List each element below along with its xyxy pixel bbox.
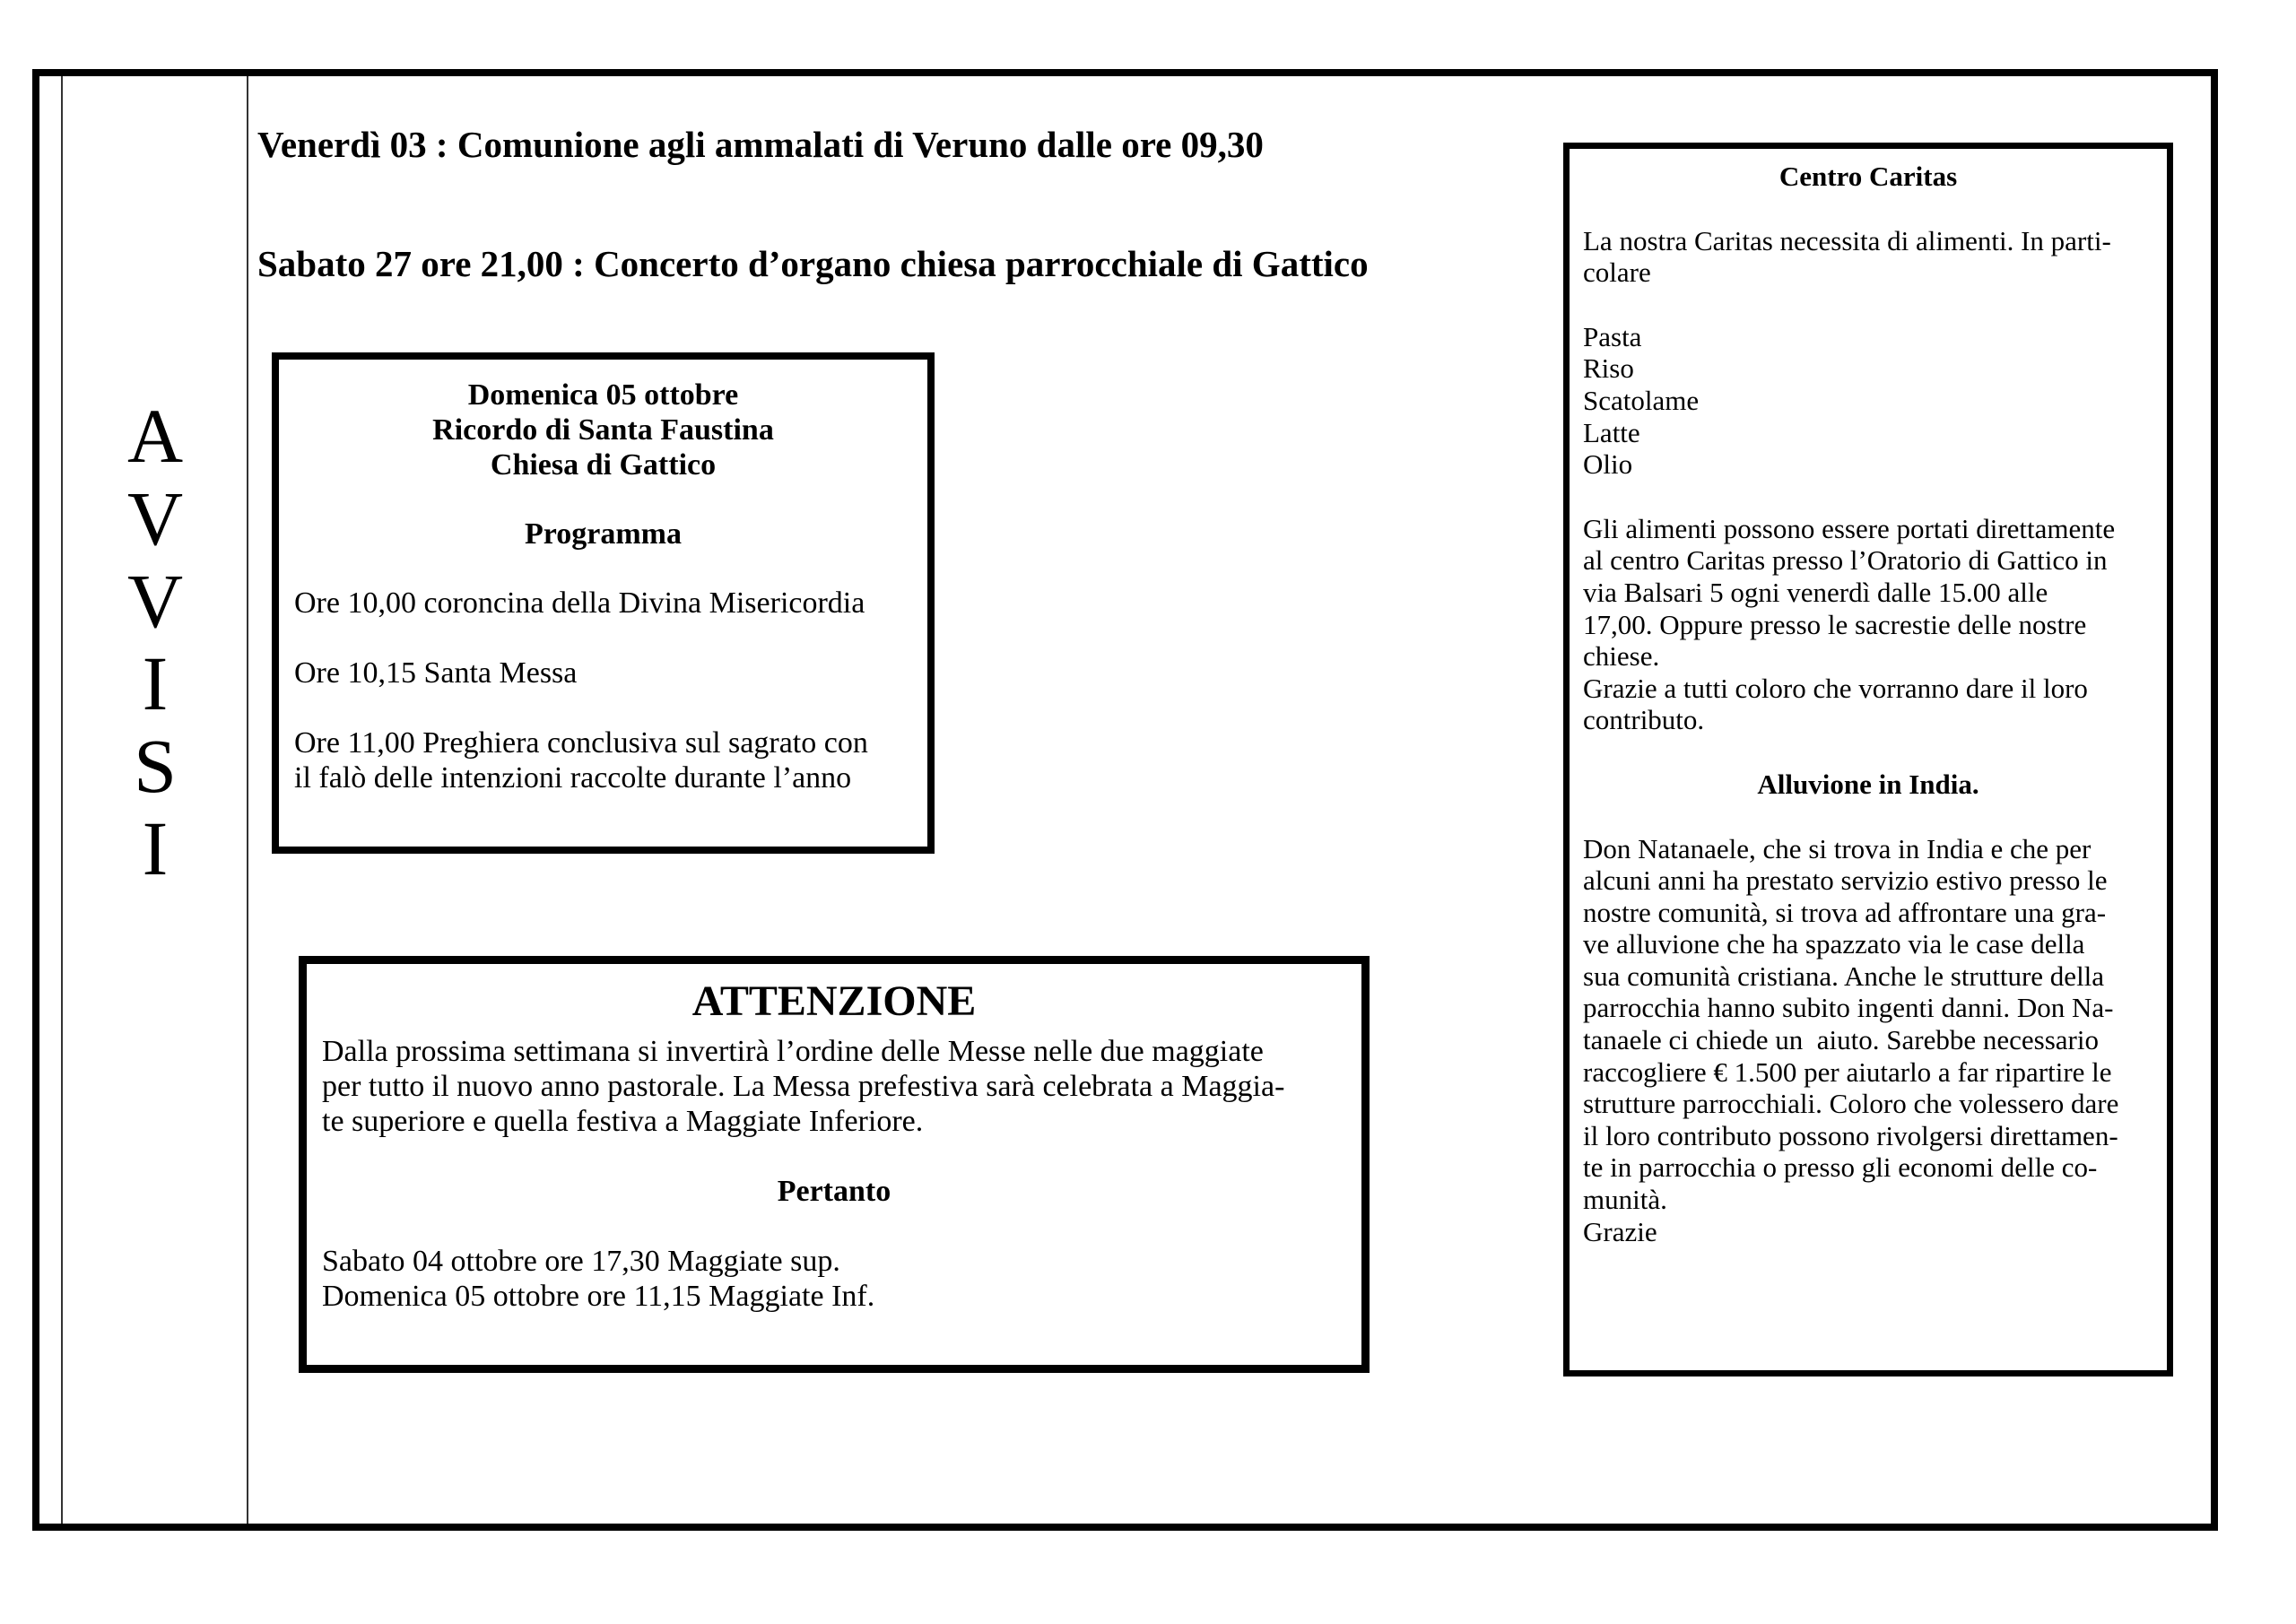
avvisi-letter: A <box>126 393 184 479</box>
attenzione-box <box>299 956 1370 1373</box>
india-line: tanaele ci chiede un aiuto. Sarebbe necessario <box>1583 1024 2099 1056</box>
caritas-box <box>1563 143 2173 1376</box>
caritas-intro-line: La nostra Caritas necessita di alimenti. In parti- <box>1583 224 2111 256</box>
programma-item-line: Ore 10,15 Santa Messa <box>294 656 578 690</box>
india-line: strutture parrocchiali. Coloro che volessero dare <box>1583 1088 2119 1120</box>
caritas-intro-line: colare <box>1583 256 1651 289</box>
caritas-title: Centro Caritas <box>1779 161 1958 192</box>
india-line: Don Natanaele, che si trova in India e che per <box>1583 832 2092 864</box>
food-item: Riso <box>1583 352 1634 385</box>
avvisi-letter: V <box>126 475 184 561</box>
avvisi-letter: I <box>142 805 169 891</box>
caritas-delivery <box>1583 513 2167 736</box>
caritas-food-list <box>1583 321 2167 481</box>
india-line: nostre comunità, si trova ad affrontare una gra- <box>1583 896 2107 928</box>
domenica-title-line: Ricordo di Santa Faustina <box>432 413 774 447</box>
avvisi-letter: I <box>142 640 169 726</box>
avvisi-letter: S <box>134 723 177 809</box>
programma-item-line: Ore 10,00 coroncina della Divina Misericordia <box>294 586 865 620</box>
food-item: Latte <box>1583 416 1640 448</box>
attenzione-body-line: per tutto il nuovo anno pastorale. La Messa prefestiva sarà celebrata a Maggia- <box>322 1070 1285 1103</box>
attenzione-title: ATTENZIONE <box>691 977 977 1025</box>
avvisi-vertical-title <box>62 395 248 890</box>
food-item: Pasta <box>1583 320 1642 352</box>
caritas-intro <box>1583 225 2167 289</box>
food-item: Olio <box>1583 448 1633 481</box>
domenica-title <box>294 378 912 482</box>
india-line: raccogliere € 1.500 per aiutarlo a far ripartire le <box>1583 1055 2112 1088</box>
delivery-line: Gli alimenti possono essere portati direttamente <box>1583 512 2116 544</box>
programma-heading: Programma <box>525 517 682 551</box>
india-line: sua comunità cristiana. Anche le strutture della <box>1583 960 2105 992</box>
headline-sabato: Sabato 27 ore 21,00 : Concerto d’organo chiesa parrocchiale di Gattico <box>257 243 1369 284</box>
delivery-line: al centro Caritas presso l’Oratorio di Gattico in <box>1583 544 2108 577</box>
attenzione-schedule <box>322 1244 1361 1314</box>
programma-item <box>294 586 927 621</box>
india-line: il loro contributo possono rivolgersi direttamen- <box>1583 1119 2118 1151</box>
domenica-title-line: Chiesa di Gattico <box>490 448 717 482</box>
india-body <box>1583 833 2167 1248</box>
programma-item-line: Ore 11,00 Preghiera conclusiva sul sagrato con <box>294 726 868 760</box>
india-line: ve alluvione che ha spazzato via le case della <box>1583 928 2085 960</box>
programma-item <box>294 725 927 795</box>
india-line: parrocchia hanno subito ingenti danni. Don Na- <box>1583 992 2114 1024</box>
domenica-title-line: Domenica 05 ottobre <box>467 378 739 412</box>
pertanto-heading: Pertanto <box>777 1175 891 1208</box>
delivery-line: contributo. <box>1583 704 1705 736</box>
india-line: te in parrocchia o presso gli economi delle co- <box>1583 1151 2098 1184</box>
avvisi-letter: V <box>126 558 184 644</box>
schedule-line: Sabato 04 ottobre ore 17,30 Maggiate sup. <box>322 1245 840 1278</box>
delivery-line: chiese. <box>1583 640 1660 673</box>
attenzione-body <box>322 1034 1361 1139</box>
programma-item <box>294 656 927 690</box>
domenica-box <box>272 352 935 854</box>
india-line: munità. <box>1583 1184 1667 1216</box>
attenzione-body-line: Dalla prossima settimana si invertirà l’ordine delle Messe nelle due maggiate <box>322 1035 1264 1068</box>
india-line: alcuni anni ha prestato servizio estivo presso le <box>1583 864 2108 897</box>
delivery-line: 17,00. Oppure presso le sacrestie delle nostre <box>1583 608 2087 640</box>
india-title: Alluvione in India. <box>1757 768 1979 800</box>
headline-venerdi: Venerdì 03 : Comunione agli ammalati di Veruno dalle ore 09,30 <box>257 124 1264 165</box>
schedule-line: Domenica 05 ottobre ore 11,15 Maggiate Inf. <box>322 1280 875 1313</box>
programma-item-line: il falò delle intenzioni raccolte durante l’anno <box>294 761 852 795</box>
attenzione-body-line: te superiore e quella festiva a Maggiate Inferiore. <box>322 1105 924 1138</box>
india-line: Grazie <box>1583 1215 1657 1247</box>
delivery-line: Grazie a tutti coloro che vorranno dare il loro <box>1583 672 2088 704</box>
delivery-line: via Balsari 5 ogni venerdì dalle 15.00 alle <box>1583 576 2048 608</box>
food-item: Scatolame <box>1583 384 1700 416</box>
